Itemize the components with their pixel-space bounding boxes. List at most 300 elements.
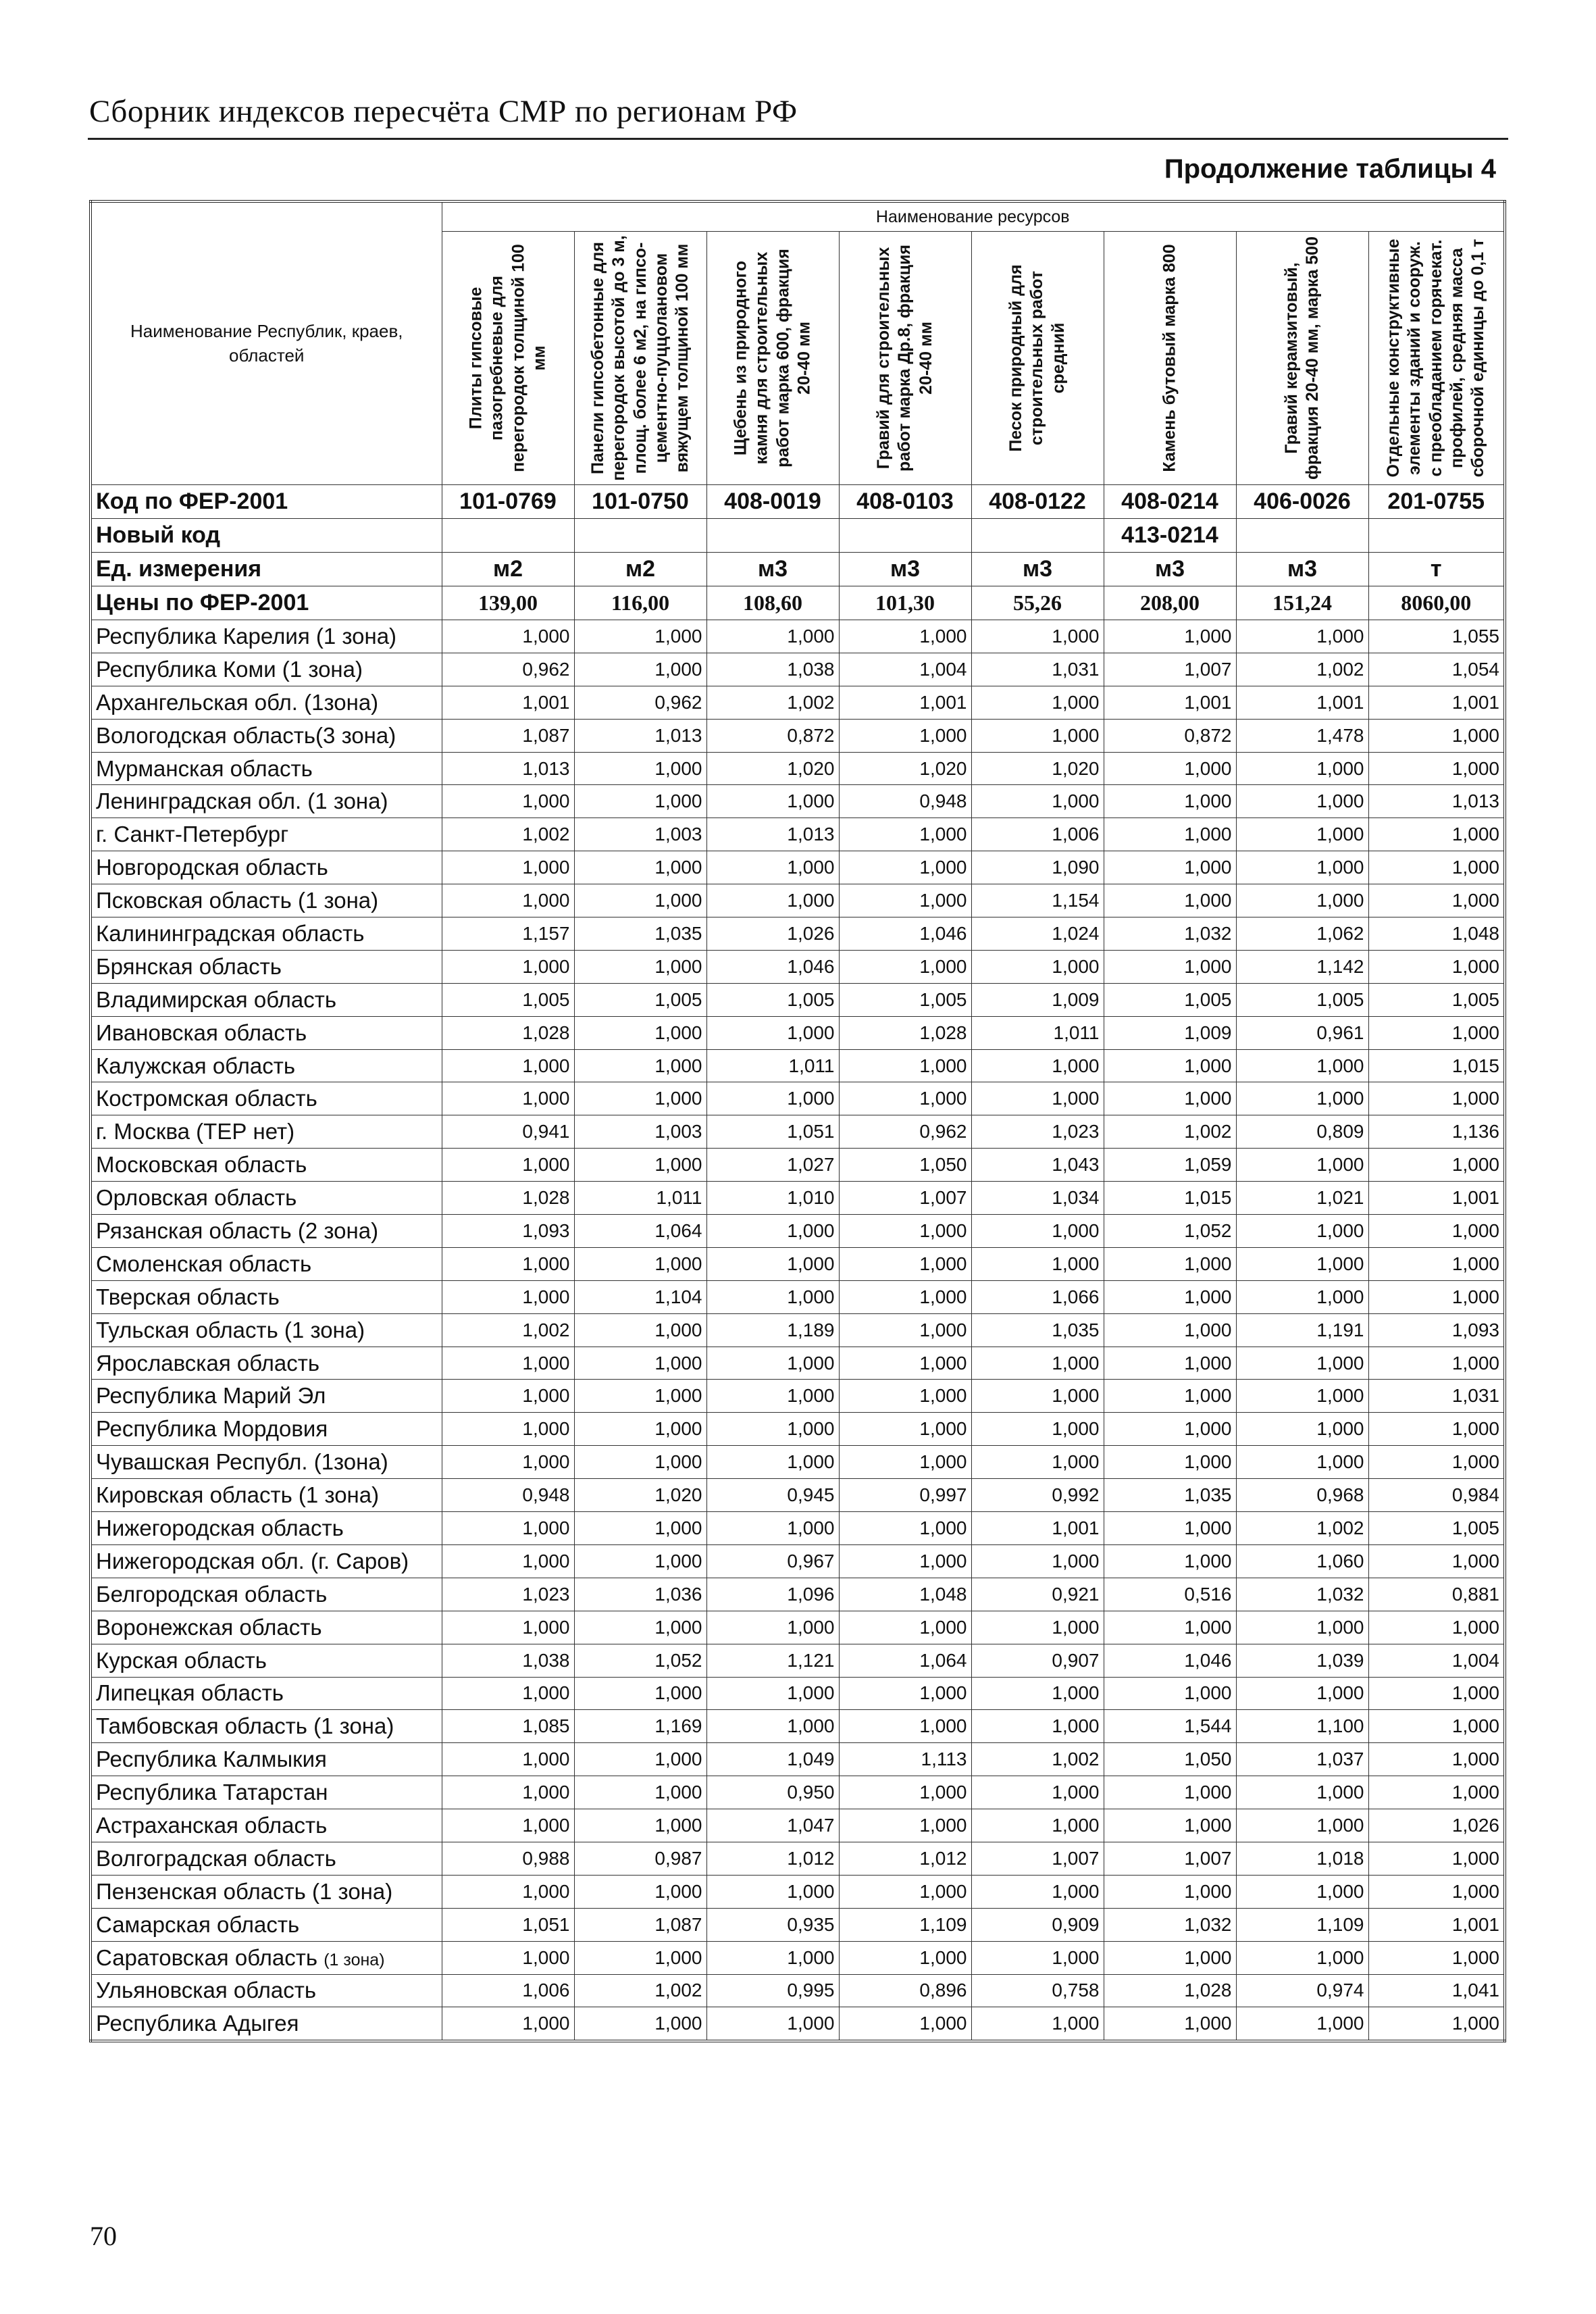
- index-value: 1,000: [574, 1776, 706, 1809]
- index-value: 1,000: [1368, 818, 1505, 851]
- index-value: 1,000: [839, 2007, 971, 2041]
- index-value: 1,013: [706, 818, 839, 851]
- index-value: 1,000: [574, 1809, 706, 1842]
- index-value: 0,881: [1368, 1578, 1505, 1611]
- index-value: 1,000: [442, 1809, 574, 1842]
- region-name-text: Самарская область: [96, 1911, 300, 1937]
- table-row: [91, 1875, 1505, 1908]
- index-value: 1,000: [971, 1380, 1104, 1413]
- index-value: 1,000: [1236, 1776, 1368, 1809]
- index-value: 1,000: [574, 1875, 706, 1908]
- index-value: 1,048: [839, 1578, 971, 1611]
- resource-price: 8060,00: [1368, 586, 1505, 620]
- region-name: [91, 983, 442, 1016]
- index-value: 1,087: [574, 1908, 706, 1941]
- index-value: 1,000: [1368, 1710, 1505, 1743]
- index-value: 1,000: [706, 1380, 839, 1413]
- resource-unit: м3: [1236, 553, 1368, 586]
- index-value: 1,000: [1236, 1809, 1368, 1842]
- index-value: 1,000: [839, 1710, 971, 1743]
- resource-new-code: [442, 519, 574, 553]
- index-value: 1,002: [574, 1974, 706, 2007]
- resource-price: 55,26: [971, 586, 1104, 620]
- index-value: 1,000: [1236, 1875, 1368, 1908]
- index-value: 1,041: [1368, 1974, 1505, 2007]
- region-name-text: Орловская область: [96, 1185, 297, 1211]
- index-value: 1,000: [574, 785, 706, 818]
- index-value: 1,000: [706, 620, 839, 653]
- table-row: [91, 1313, 1505, 1347]
- index-value: 1,003: [574, 1115, 706, 1149]
- index-value: 1,002: [1104, 1115, 1236, 1149]
- table-row: [91, 983, 1505, 1016]
- resource-name-text: Плиты гипсовые пазогребневые для перегородок толщиной 100 мм: [466, 244, 549, 472]
- index-value: 1,000: [574, 653, 706, 686]
- index-value: 1,027: [706, 1149, 839, 1182]
- index-value: 1,000: [839, 1776, 971, 1809]
- resource-code: 101-0750: [574, 485, 706, 519]
- resource-new-code: [1236, 519, 1368, 553]
- table-row: [91, 884, 1505, 917]
- index-value: 1,000: [971, 620, 1104, 653]
- index-value: 1,000: [706, 1247, 839, 1280]
- index-value: 0,962: [839, 1115, 971, 1149]
- region-name-text: Новгородская область: [96, 855, 328, 880]
- index-value: 1,000: [442, 1380, 574, 1413]
- index-value: 1,000: [839, 1413, 971, 1446]
- index-value: 1,000: [1104, 1776, 1236, 1809]
- resource-name-text: Отдельные конструктивные элементы зданий и сооруж. с преобладанием горячекат. профилей, средняя масса сборочной единицы до 0,1 т: [1384, 238, 1488, 478]
- index-value: 1,050: [1104, 1743, 1236, 1776]
- price-label: Цены по ФЕР-2001: [91, 586, 442, 620]
- region-name: [91, 1182, 442, 1215]
- index-value: 1,000: [442, 950, 574, 983]
- index-value: 1,000: [706, 1446, 839, 1479]
- index-value: 1,142: [1236, 950, 1368, 983]
- region-name-text: Мурманская область: [96, 755, 313, 781]
- index-value: 1,000: [971, 1776, 1104, 1809]
- region-name-text: Псковская область (1 зона): [96, 888, 379, 913]
- index-value: 1,000: [1368, 1215, 1505, 1248]
- index-value: 1,000: [1104, 1313, 1236, 1347]
- index-value: 1,024: [971, 917, 1104, 951]
- region-name: [91, 884, 442, 917]
- index-value: 1,000: [706, 1413, 839, 1446]
- index-value: 1,000: [574, 620, 706, 653]
- index-value: 1,003: [574, 818, 706, 851]
- index-value: 1,000: [442, 851, 574, 884]
- index-value: 0,962: [442, 653, 574, 686]
- index-value: 1,000: [442, 1611, 574, 1644]
- region-name-text: Тамбовская область (1 зона): [96, 1713, 394, 1739]
- index-value: 1,000: [839, 851, 971, 884]
- region-name: [91, 1908, 442, 1941]
- index-value: 1,000: [574, 1016, 706, 1049]
- resource-name-text: Гравий для строительных работ марка Др.8, фракция 20-40 мм: [874, 245, 935, 472]
- index-value: 1,047: [706, 1809, 839, 1842]
- resource-code: 406-0026: [1236, 485, 1368, 519]
- resource-unit: м3: [971, 553, 1104, 586]
- index-value: 1,169: [574, 1710, 706, 1743]
- index-value: 1,000: [1104, 2007, 1236, 2041]
- index-value: 1,000: [1368, 1743, 1505, 1776]
- index-value: 1,085: [442, 1710, 574, 1743]
- region-name: [91, 1544, 442, 1578]
- index-value: 1,038: [706, 653, 839, 686]
- index-value: 1,000: [706, 1941, 839, 1974]
- index-value: 1,000: [706, 1875, 839, 1908]
- region-name-text: Липецкая область: [96, 1680, 284, 1706]
- table-row: [91, 1908, 1505, 1941]
- region-name-text: Вологодская область(3 зона): [96, 722, 396, 748]
- index-value: 1,000: [574, 1677, 706, 1710]
- index-value: 1,000: [1104, 950, 1236, 983]
- index-value: 1,007: [1104, 1842, 1236, 1875]
- table-row: [91, 653, 1505, 686]
- region-name: [91, 653, 442, 686]
- region-name-text: Ивановская область: [96, 1020, 307, 1045]
- region-name-text: Астраханская область: [96, 1813, 328, 1838]
- index-value: 1,028: [442, 1016, 574, 1049]
- index-value: 1,000: [706, 851, 839, 884]
- table-row: [91, 1479, 1505, 1512]
- index-value: 1,000: [1368, 884, 1505, 917]
- index-value: 1,000: [1104, 1512, 1236, 1545]
- table-row: [91, 1280, 1505, 1313]
- index-value: 1,006: [442, 1974, 574, 2007]
- index-value: 0,945: [706, 1479, 839, 1512]
- index-value: 1,000: [574, 752, 706, 785]
- index-value: 1,000: [1368, 1941, 1505, 1974]
- index-value: 1,000: [1368, 1446, 1505, 1479]
- index-value: 1,113: [839, 1743, 971, 1776]
- index-value: 0,872: [1104, 719, 1236, 752]
- index-value: 1,004: [1368, 1644, 1505, 1677]
- resource-price: 108,60: [706, 586, 839, 620]
- price-row: [91, 586, 1505, 620]
- index-value: 1,189: [706, 1313, 839, 1347]
- index-value: 1,000: [1236, 1611, 1368, 1644]
- table-row: [91, 1446, 1505, 1479]
- index-value: 1,000: [1236, 1677, 1368, 1710]
- table-row: [91, 1115, 1505, 1149]
- index-value: 1,000: [442, 884, 574, 917]
- index-value: 1,000: [971, 1215, 1104, 1248]
- region-name: [91, 1413, 442, 1446]
- region-name-text: Московская область: [96, 1152, 307, 1178]
- index-table: [89, 200, 1506, 2042]
- index-value: 1,000: [442, 1280, 574, 1313]
- index-value: 1,157: [442, 917, 574, 951]
- index-value: 1,000: [839, 1875, 971, 1908]
- region-name: [91, 752, 442, 785]
- index-value: 1,012: [839, 1842, 971, 1875]
- index-value: 1,000: [839, 1247, 971, 1280]
- resource-new-code: [1368, 519, 1505, 553]
- index-value: 1,000: [1368, 719, 1505, 752]
- region-name-text: Тверская область: [96, 1284, 280, 1309]
- index-value: 1,000: [1368, 2007, 1505, 2041]
- index-value: 1,000: [971, 950, 1104, 983]
- resource-name-text: Гравий керамзитовый, фракция 20-40 мм, марка 500: [1281, 236, 1322, 480]
- index-value: 1,000: [442, 1677, 574, 1710]
- region-name-text: Пензенская область (1 зона): [96, 1878, 393, 1904]
- index-value: 1,000: [1104, 1347, 1236, 1380]
- resource-code: 101-0769: [442, 485, 574, 519]
- region-name-text: Саратовская область: [96, 1944, 318, 1970]
- index-value: 1,005: [1368, 1512, 1505, 1545]
- index-value: 1,000: [574, 1082, 706, 1115]
- index-value: 1,000: [1236, 1215, 1368, 1248]
- table-row: [91, 818, 1505, 851]
- page-number: 70: [90, 2221, 117, 2251]
- index-value: 1,000: [1368, 1875, 1505, 1908]
- index-value: 1,000: [574, 1611, 706, 1644]
- index-value: 1,064: [839, 1644, 971, 1677]
- index-value: 1,000: [971, 1247, 1104, 1280]
- index-value: 0,909: [971, 1908, 1104, 1941]
- index-value: 0,948: [839, 785, 971, 818]
- table-row: [91, 1413, 1505, 1446]
- index-value: 1,023: [971, 1115, 1104, 1149]
- index-value: 0,984: [1368, 1479, 1505, 1512]
- index-value: 1,046: [839, 917, 971, 951]
- index-value: 1,005: [1104, 983, 1236, 1016]
- region-name-text: Республика Мордовия: [96, 1416, 328, 1442]
- index-value: 1,001: [971, 1512, 1104, 1545]
- index-value: 1,002: [442, 818, 574, 851]
- index-value: 1,013: [442, 752, 574, 785]
- resource-code: 408-0019: [706, 485, 839, 519]
- table-row: [91, 1049, 1505, 1082]
- index-value: 1,051: [706, 1115, 839, 1149]
- index-value: 1,000: [1236, 818, 1368, 851]
- index-value: 1,000: [839, 1941, 971, 1974]
- resource-code: 408-0214: [1104, 485, 1236, 519]
- resource-name-header: [1104, 232, 1236, 485]
- index-value: 1,000: [971, 719, 1104, 752]
- index-value: 1,002: [1236, 653, 1368, 686]
- index-value: 1,001: [839, 686, 971, 719]
- table-row: [91, 1578, 1505, 1611]
- index-value: 1,000: [1104, 1611, 1236, 1644]
- index-value: 0,995: [706, 1974, 839, 2007]
- region-name-text: Республика Калмыкия: [96, 1746, 327, 1772]
- index-value: 1,000: [1368, 752, 1505, 785]
- index-value: 1,136: [1368, 1115, 1505, 1149]
- region-name: [91, 620, 442, 653]
- index-value: 0,950: [706, 1776, 839, 1809]
- index-value: 1,109: [1236, 1908, 1368, 1941]
- index-value: 1,093: [442, 1215, 574, 1248]
- index-value: 1,000: [574, 1446, 706, 1479]
- table-row: [91, 950, 1505, 983]
- index-value: 1,000: [706, 884, 839, 917]
- index-value: 1,000: [574, 884, 706, 917]
- index-value: 1,001: [1104, 686, 1236, 719]
- index-value: 1,000: [442, 1413, 574, 1446]
- region-name-text: Калининградская область: [96, 920, 365, 946]
- index-value: 1,000: [1368, 1082, 1505, 1115]
- index-value: 1,087: [442, 719, 574, 752]
- table-row: [91, 719, 1505, 752]
- index-value: 1,000: [574, 1313, 706, 1347]
- index-value: 1,000: [574, 1743, 706, 1776]
- index-value: 1,000: [839, 884, 971, 917]
- index-value: 1,000: [1368, 1347, 1505, 1380]
- region-name-text: Чувашская Республ. (1зона): [96, 1449, 388, 1475]
- region-zone-suffix: (1 зона): [324, 1950, 385, 1969]
- index-value: 1,005: [706, 983, 839, 1016]
- index-value: 1,026: [706, 917, 839, 951]
- region-name-text: Республика Карелия (1 зона): [96, 623, 397, 649]
- index-value: 1,060: [1236, 1544, 1368, 1578]
- index-value: 0,907: [971, 1644, 1104, 1677]
- index-value: 1,001: [1368, 1182, 1505, 1215]
- index-value: 1,000: [1236, 1149, 1368, 1182]
- index-value: 1,035: [1104, 1479, 1236, 1512]
- index-value: 1,054: [1368, 653, 1505, 686]
- region-name: [91, 1875, 442, 1908]
- index-value: 1,000: [574, 1544, 706, 1578]
- index-value: 0,809: [1236, 1115, 1368, 1149]
- index-value: 1,000: [1368, 851, 1505, 884]
- index-value: 1,000: [971, 1875, 1104, 1908]
- table-row: [91, 752, 1505, 785]
- index-value: 1,000: [574, 851, 706, 884]
- index-value: 1,000: [971, 1049, 1104, 1082]
- region-name-text: Брянская область: [96, 953, 282, 979]
- index-value: 1,005: [1368, 983, 1505, 1016]
- index-value: 1,000: [1368, 1016, 1505, 1049]
- index-value: 1,000: [839, 1280, 971, 1313]
- header-rule: [88, 138, 1508, 140]
- index-value: 1,000: [839, 1809, 971, 1842]
- resource-new-code: 413-0214: [1104, 519, 1236, 553]
- unit-label: Ед. измерения: [91, 553, 442, 586]
- table-row: [91, 1941, 1505, 1974]
- table-row: [91, 1644, 1505, 1677]
- table-row: [91, 1743, 1505, 1776]
- index-value: 1,000: [574, 950, 706, 983]
- index-value: 1,013: [574, 719, 706, 752]
- index-value: 1,000: [442, 1512, 574, 1545]
- index-value: 1,100: [1236, 1710, 1368, 1743]
- index-value: 1,000: [971, 686, 1104, 719]
- region-name-text: Тульская область (1 зона): [96, 1317, 365, 1342]
- table-row: [91, 851, 1505, 884]
- index-value: 1,062: [1236, 917, 1368, 951]
- index-value: 1,028: [839, 1016, 971, 1049]
- index-value: 1,478: [1236, 719, 1368, 752]
- index-value: 1,000: [706, 1677, 839, 1710]
- resource-code: 201-0755: [1368, 485, 1505, 519]
- index-value: 1,010: [706, 1182, 839, 1215]
- code-label: Код по ФЕР-2001: [91, 485, 442, 519]
- region-name: [91, 2007, 442, 2041]
- table-row: [91, 785, 1505, 818]
- index-value: 1,043: [971, 1149, 1104, 1182]
- index-value: 1,000: [1236, 1082, 1368, 1115]
- index-value: 1,000: [574, 1347, 706, 1380]
- index-value: 1,000: [1236, 1049, 1368, 1082]
- index-value: 1,000: [1104, 1380, 1236, 1413]
- index-value: 1,028: [1104, 1974, 1236, 2007]
- index-value: 1,000: [971, 785, 1104, 818]
- region-name: [91, 1347, 442, 1380]
- index-value: 1,000: [839, 1677, 971, 1710]
- index-value: 1,007: [1104, 653, 1236, 686]
- index-value: 1,000: [1104, 818, 1236, 851]
- index-value: 1,000: [574, 1512, 706, 1545]
- index-value: 1,000: [1236, 1380, 1368, 1413]
- region-name-text: Волгоградская область: [96, 1845, 336, 1871]
- index-value: 0,935: [706, 1908, 839, 1941]
- index-value: 0,896: [839, 1974, 971, 2007]
- index-value: 1,000: [1368, 1149, 1505, 1182]
- index-value: 1,191: [1236, 1313, 1368, 1347]
- index-value: 1,055: [1368, 620, 1505, 653]
- region-name: [91, 1016, 442, 1049]
- table-row: [91, 1544, 1505, 1578]
- index-value: 0,948: [442, 1479, 574, 1512]
- index-value: 1,000: [1236, 1247, 1368, 1280]
- resource-name-text: Щебень из природного камня для строительных работ марка 600, фракция 20-40 мм: [731, 249, 814, 468]
- index-value: 1,018: [1236, 1842, 1368, 1875]
- index-value: 1,015: [1104, 1182, 1236, 1215]
- index-value: 1,035: [971, 1313, 1104, 1347]
- resources-header: Наименование ресурсов: [442, 201, 1505, 232]
- table-row: [91, 1016, 1505, 1049]
- region-name: [91, 1644, 442, 1677]
- index-value: 1,000: [839, 719, 971, 752]
- index-value: 0,987: [574, 1842, 706, 1875]
- resource-unit: м2: [442, 553, 574, 586]
- region-name: [91, 917, 442, 951]
- region-name: [91, 1743, 442, 1776]
- index-value: 1,000: [839, 1512, 971, 1545]
- index-value: 1,034: [971, 1182, 1104, 1215]
- index-value: 1,031: [1368, 1380, 1505, 1413]
- index-value: 1,000: [1104, 620, 1236, 653]
- index-value: 1,049: [706, 1743, 839, 1776]
- index-value: 0,997: [839, 1479, 971, 1512]
- resource-new-code: [971, 519, 1104, 553]
- index-value: 1,009: [1104, 1016, 1236, 1049]
- index-value: 1,000: [971, 1544, 1104, 1578]
- region-name: [91, 1149, 442, 1182]
- index-value: 1,000: [442, 1446, 574, 1479]
- index-value: 1,000: [1368, 1544, 1505, 1578]
- index-value: 1,005: [1236, 983, 1368, 1016]
- region-column-header: Наименование Республик, краев, областей: [91, 201, 442, 485]
- index-value: 1,000: [1104, 1809, 1236, 1842]
- index-value: 0,872: [706, 719, 839, 752]
- index-value: 1,000: [1104, 1049, 1236, 1082]
- table-body: [91, 485, 1505, 2042]
- index-value: 1,000: [1368, 1280, 1505, 1313]
- table-row: [91, 686, 1505, 719]
- index-value: 1,000: [442, 1149, 574, 1182]
- region-name: [91, 1611, 442, 1644]
- index-value: 1,000: [706, 785, 839, 818]
- index-value: 1,000: [574, 1149, 706, 1182]
- resource-name-text: Песок природный для строительных работ средний: [1006, 264, 1068, 452]
- index-value: 1,000: [971, 1611, 1104, 1644]
- region-name-text: Воронежская область: [96, 1614, 322, 1640]
- table-continuation-title: Продолжение таблицы 4: [1164, 154, 1496, 184]
- index-value: 1,000: [839, 1215, 971, 1248]
